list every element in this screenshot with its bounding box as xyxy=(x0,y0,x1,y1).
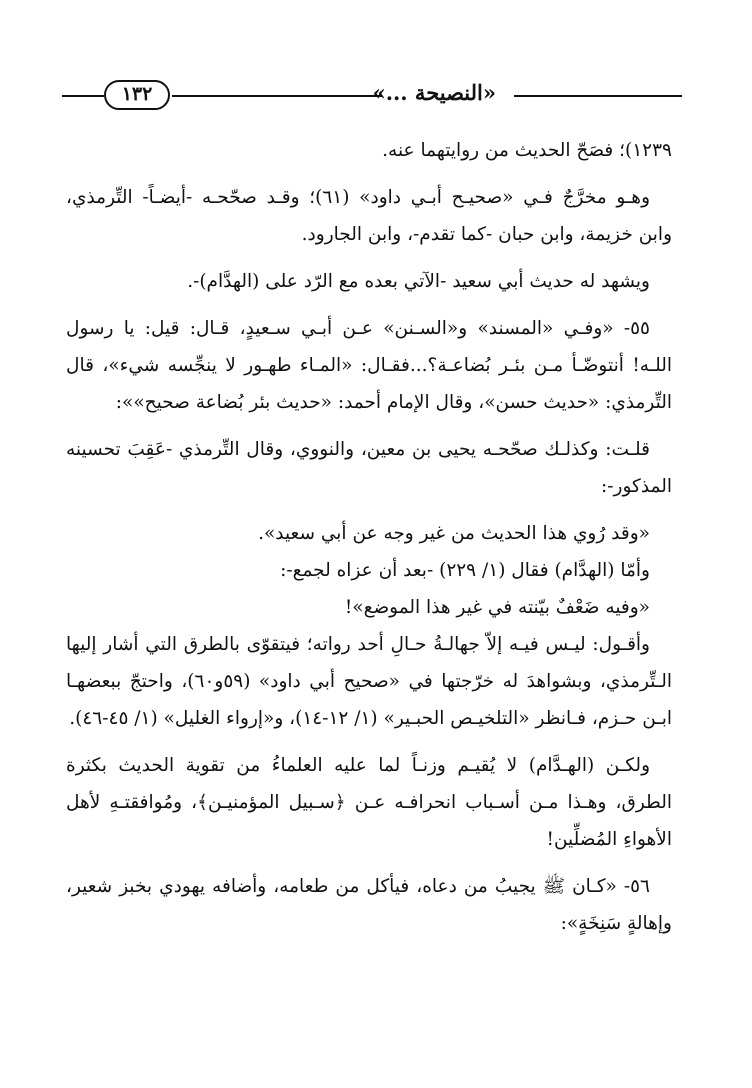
paragraph-continuation: ١٢٣٩)؛ فصَحّ الحديث من روايتهما عنه. xyxy=(382,140,672,161)
paragraph-hadith-55: ٥٥- «وفـي «المسند» و«السـنن» عـن أبـي سـعيدٍ، قـال: قيل: يا رسول اللـه! أنتوضّـأ مـن بئـر بُضاعـة؟...فقـال: «المـاء طهـور لا ينجِّسه شيء»، قال التِّرمذي: «حديث حسن»، وقال الإمام أحمد: «حديث بئر بُضاعة صحيح»»: xyxy=(66,318,672,413)
paragraph-hadith-56: ٥٦- «كـان ﷺ يجيبُ من دعاه، فيأكل من طعامه، وأضافه يهودي بخبز شعير، وإهالةٍ سَنِخَةٍ»: xyxy=(66,876,672,934)
page-body xyxy=(66,132,672,952)
header-title: «النصيحة ...» xyxy=(372,80,496,105)
page-header xyxy=(62,78,682,114)
header-rule-left xyxy=(172,95,382,97)
paragraph-sahih-abi-dawud: وهـو مخرَّجٌ فـي «صحيـح أبـي داود» (٦١)؛ وقـد صحّحـه -أيضـاً- التِّرمذي، وابن خزيمة، وابن حبان -كما تقدم-، وابن الجارود. xyxy=(66,187,672,245)
header-rule-far-left xyxy=(62,95,104,97)
paragraph-comment: قلـت: وكذلـك صحّحـه يحيى بن معين، والنووي، وقال التِّرمذي -عَقِبَ تحسينه المذكور-: xyxy=(66,439,672,497)
page-number-badge: ١٣٢ xyxy=(104,80,170,110)
paragraph-haddam-said: وأمّا (الهدَّام) فقال (١/ ٢٢٩) -بعد أن عزاه لجمع-: xyxy=(280,560,650,581)
paragraph-response: وأقـول: ليـس فيـه إلاّ جهالـةُ حـالِ أحد رواته؛ فيتقوّى بالطرق التي أشار إليها الـتِّرمذي، وبشواهدَ له خرّجتها في «صحيح أبي داود» (٥٩و٦٠)، واحتجّ ببعضهـا ابـن حـزم، فـانظر «التلخيـص الحبـير» (١/ ١٢-١٤)، و«إرواء الغليل» (١/ ٤٥-٤٦). xyxy=(66,634,672,729)
paragraph-quote-2: «وفيه ضَعْفٌ بيّنته في غير هذا الموضع»! xyxy=(344,597,650,618)
paragraph-witness-hadith: ويشهد له حديث أبي سعيد -الآتي بعده مع الرّد على (الهدَّام)-. xyxy=(187,271,650,292)
paragraph-haddam-criticism: ولكـن (الهـدَّام) لا يُقيـم وزنـاً لما عليه العلماءُ من تقوية الحديث بكثرة الطرق، وهـذا مـن أسـباب انحرافـه عـن ﴿سـبيل المؤمنيـن﴾، ومُوافقتـهِ لأهل الأهواءِ المُضلِّين! xyxy=(66,755,672,850)
header-rule-right xyxy=(514,95,682,97)
paragraph-quote-1: «وقد رُوي هذا الحديث من غير وجه عن أبي سعيد». xyxy=(258,523,650,544)
